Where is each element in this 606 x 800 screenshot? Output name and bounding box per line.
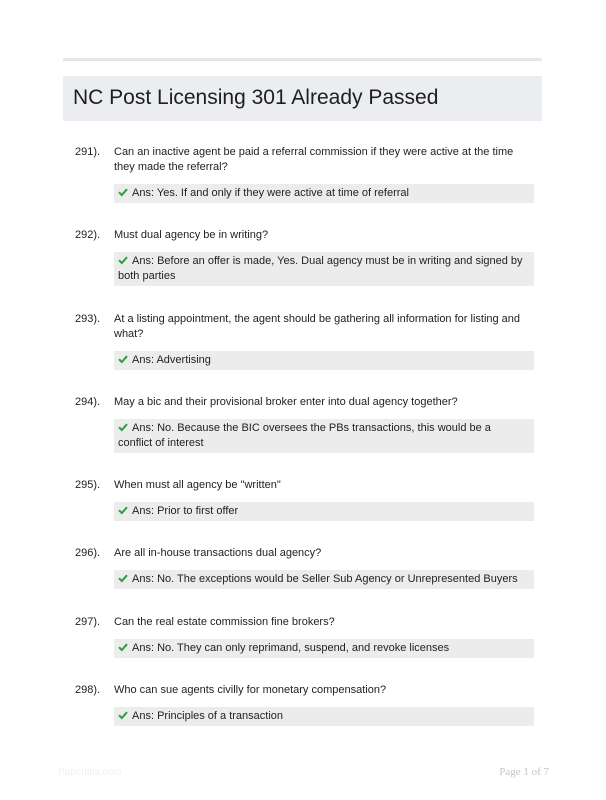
answer-box	[114, 351, 534, 370]
answer-text: Ans: No. Because the BIC oversees the PBs transactions, this would be a conflict of interest	[118, 422, 491, 449]
check-icon	[118, 573, 128, 583]
question-row	[63, 683, 542, 698]
qa-item	[63, 145, 542, 203]
answer-text: Ans: No. They can only reprimand, suspend, and revoke licenses	[132, 642, 450, 654]
qa-item	[63, 312, 542, 370]
answer-box	[114, 570, 534, 589]
question-row	[63, 546, 542, 561]
question-row	[63, 145, 542, 175]
check-icon	[118, 505, 128, 515]
check-icon	[118, 187, 128, 197]
check-icon	[118, 710, 128, 720]
watermark: Paperlibs.com	[58, 767, 122, 778]
qa-item	[63, 615, 542, 658]
question-number: 295).	[75, 479, 101, 491]
answer-text: Ans: Principles of a transaction	[132, 710, 284, 722]
question-number: 294).	[75, 396, 101, 408]
question-text: Must dual agency be in writing?	[114, 229, 269, 241]
answer-box	[114, 502, 534, 521]
check-icon	[118, 422, 128, 432]
check-icon	[118, 642, 128, 652]
question-row	[63, 312, 542, 342]
question-text: May a bic and their provisional broker enter into dual agency together?	[114, 396, 458, 408]
top-divider	[63, 58, 542, 61]
question-number: 296).	[75, 547, 101, 559]
answer-text: Ans: Yes. If and only if they were active at time of referral	[132, 187, 409, 199]
question-row	[63, 478, 542, 493]
page-title: NC Post Licensing 301 Already Passed	[73, 86, 439, 109]
qa-item	[63, 683, 542, 726]
question-text: Can an inactive agent be paid a referral commission if they were active at the time they made the referral?	[114, 146, 514, 173]
qa-item	[63, 546, 542, 589]
qa-item	[63, 478, 542, 521]
qa-item	[63, 395, 542, 453]
question-number: 298).	[75, 684, 101, 696]
page-number: Page 1 of 7	[499, 766, 549, 778]
answer-box	[114, 639, 534, 658]
answer-text: Ans: No. The exceptions would be Seller Sub Agency or Unrepresented Buyers	[132, 573, 518, 585]
answer-text: Ans: Before an offer is made, Yes. Dual agency must be in writing and signed by both parties	[118, 255, 523, 282]
question-number: 293).	[75, 313, 101, 325]
question-row	[63, 228, 542, 243]
question-row	[63, 615, 542, 630]
check-icon	[118, 354, 128, 364]
qa-item	[63, 228, 542, 286]
answer-box	[114, 252, 534, 286]
question-text: Are all in-house transactions dual agency?	[114, 547, 322, 559]
question-text: When must all agency be "written"	[114, 479, 281, 491]
question-row	[63, 395, 542, 410]
check-icon	[118, 255, 128, 265]
answer-box	[114, 184, 534, 203]
answer-box	[114, 419, 534, 453]
question-text: Can the real estate commission fine brokers?	[114, 616, 335, 628]
answer-text: Ans: Advertising	[132, 354, 211, 366]
answer-box	[114, 707, 534, 726]
question-number: 291).	[75, 146, 101, 158]
title-bar	[63, 76, 542, 121]
question-text: At a listing appointment, the agent should be gathering all information for listing and what?	[114, 313, 521, 340]
answer-text: Ans: Prior to first offer	[132, 505, 239, 517]
question-text: Who can sue agents civilly for monetary compensation?	[114, 684, 387, 696]
question-number: 297).	[75, 616, 101, 628]
question-number: 292).	[75, 229, 101, 241]
